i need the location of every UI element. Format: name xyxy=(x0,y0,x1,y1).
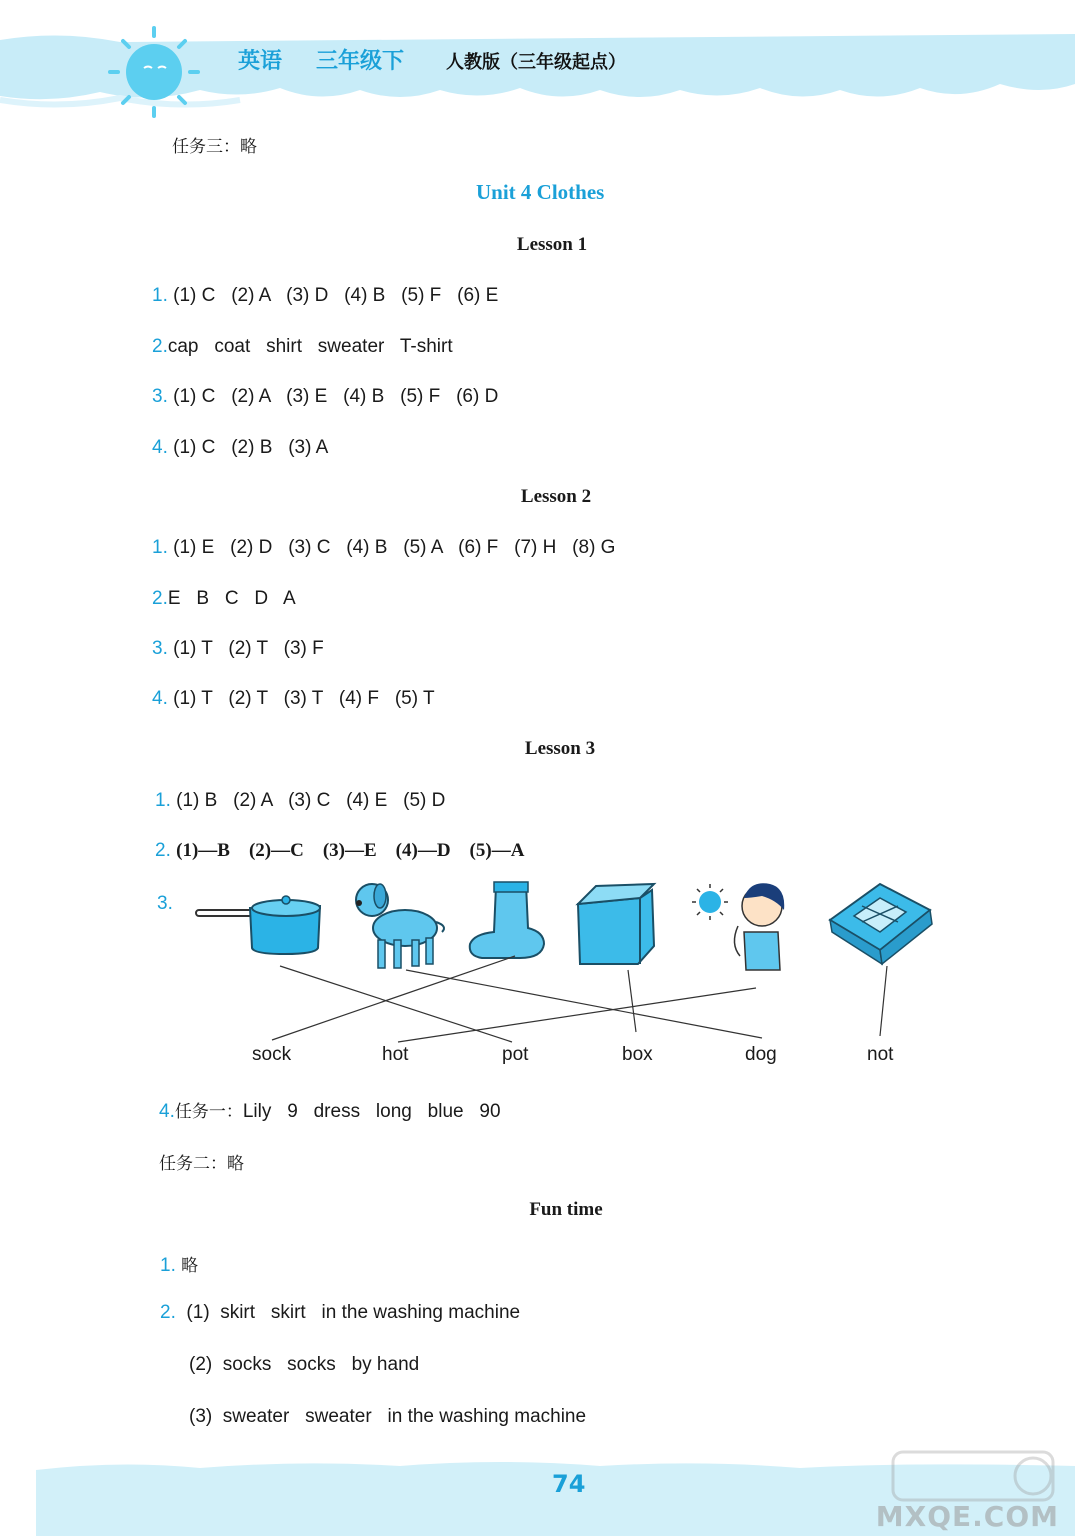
watermark-text: MXQE.COM xyxy=(875,1500,1059,1533)
match-word-sock: sock xyxy=(252,1044,292,1065)
funtime-q2-item2: (2) socks socks by hand xyxy=(189,1354,420,1375)
lesson1-title: Lesson 1 xyxy=(516,234,588,255)
lesson1-q4-num: 4. xyxy=(152,437,168,458)
lesson3-q4-num-text: 4. xyxy=(159,1101,175,1122)
funtime-q1 xyxy=(160,1251,198,1277)
match-word-dog: dog xyxy=(745,1044,777,1065)
lesson2-q1-text: (1) E (2) D (3) C (4) B (5) A (6) F (7) H (8) G xyxy=(173,537,616,558)
lesson3-q4 xyxy=(159,1097,501,1123)
lesson3-title: Lesson 3 xyxy=(524,738,596,759)
pot-icon xyxy=(196,896,320,954)
funtime-q2-num: 2. xyxy=(160,1302,176,1323)
lesson3-q4-text: Lily 9 dress long blue 90 xyxy=(242,1101,501,1122)
lesson2-q3 xyxy=(152,638,324,660)
lesson3-q2 xyxy=(155,840,524,862)
lesson3-q3-num-text: 3. xyxy=(157,893,173,914)
lesson1-q2-num: 2. xyxy=(152,336,168,357)
lesson3-q1 xyxy=(155,790,445,812)
lesson1-q3-num: 3. xyxy=(152,386,168,407)
header-edition: 人教版（三年级起点） xyxy=(446,52,626,73)
lesson2-q2-text: E B C D A xyxy=(167,588,296,609)
sun-icon xyxy=(104,22,214,122)
prev-task3: 任务三：略 xyxy=(172,137,257,157)
lesson1-q2-text: cap coat shirt sweater T-shirt xyxy=(167,336,453,357)
lesson1-q1 xyxy=(152,285,498,307)
funtime-q2-item1 xyxy=(160,1302,520,1324)
lesson1-q1-num: 1. xyxy=(152,285,168,306)
funtime-q1-num: 1. xyxy=(160,1255,176,1276)
line-not-to-not xyxy=(880,966,887,1036)
lesson2-q3-text: (1) T (2) T (3) F xyxy=(173,638,324,659)
match-word-box: box xyxy=(622,1044,653,1065)
hot-boy-icon xyxy=(692,883,784,970)
lesson1-q2 xyxy=(152,336,453,358)
lesson1-q4-text: (1) C (2) B (3) A xyxy=(173,437,329,458)
lesson3-q1-text: (1) B (2) A (3) C (4) E (5) D xyxy=(176,790,446,811)
funtime-q2-item1-text: (1) skirt skirt in the washing machine xyxy=(186,1302,521,1323)
line-dog-to-dog xyxy=(406,970,762,1038)
page-header xyxy=(0,0,1075,140)
funtime-title: Fun time xyxy=(529,1199,603,1220)
matching-exercise xyxy=(150,870,950,1080)
page-number: 74 xyxy=(552,1470,586,1498)
lesson1-q1-text: (1) C (2) A (3) D (4) B (5) F (6) E xyxy=(173,285,499,306)
lesson2-q4 xyxy=(152,688,435,710)
lesson1-q3 xyxy=(152,386,498,408)
box-icon xyxy=(578,884,654,964)
sock-icon xyxy=(470,882,544,958)
lesson2-q4-num: 4. xyxy=(152,688,168,709)
line-hot-to-hot xyxy=(398,988,756,1042)
funtime-q2-item3: (3) sweater sweater in the washing machine xyxy=(189,1406,587,1427)
match-word-not: not xyxy=(867,1044,894,1065)
notebook-icon xyxy=(830,884,932,964)
lesson2-q3-num: 3. xyxy=(152,638,168,659)
lesson2-title: Lesson 2 xyxy=(520,486,592,507)
header-subject: 英语 xyxy=(238,49,283,74)
lesson1-q3-text: (1) C (2) A (3) E (4) B (5) F (6) D xyxy=(173,386,499,407)
line-box-to-box xyxy=(628,970,636,1032)
match-word-pot: pot xyxy=(502,1044,529,1065)
lesson3-q2-num: 2. xyxy=(155,840,171,861)
lesson2-q2-num: 2. xyxy=(152,588,168,609)
lesson2-q4-text: (1) T (2) T (3) T (4) F (5) T xyxy=(173,688,435,709)
unit-title: Unit 4 Clothes xyxy=(476,180,605,204)
matching-lines xyxy=(272,956,887,1042)
header-grade: 三年级下 xyxy=(316,49,405,74)
lesson2-q1-num: 1. xyxy=(152,537,168,558)
match-word-hot: hot xyxy=(382,1044,409,1065)
lesson3-q2-text: (1)—B (2)—C (3)—E (4)—D (5)—A xyxy=(176,840,525,861)
lesson2-q1 xyxy=(152,537,615,559)
lesson3-q1-num: 1. xyxy=(155,790,171,811)
lesson3-task2: 任务二：略 xyxy=(159,1154,244,1174)
dog-icon xyxy=(356,884,444,968)
lesson3-q4-label: 任务一： xyxy=(174,1102,243,1122)
lesson2-q2 xyxy=(152,588,296,610)
lesson1-q4 xyxy=(152,437,328,459)
funtime-q1-text: 略 xyxy=(181,1256,199,1276)
